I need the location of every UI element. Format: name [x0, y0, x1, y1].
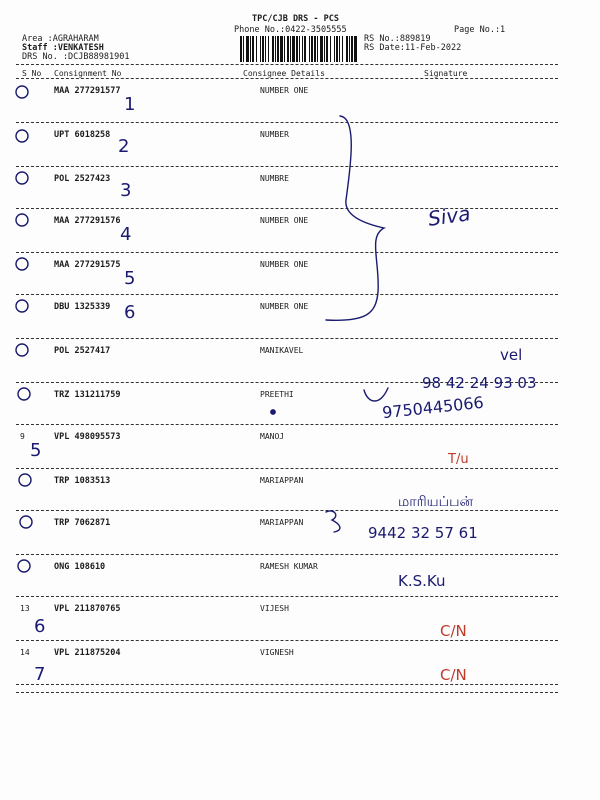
phone-number: Phone No.:0422-3505555	[234, 25, 347, 35]
handwritten-phone-1: 98 42 24 93 03	[422, 374, 537, 392]
col-sno: S No	[22, 69, 42, 78]
row-mark: 6	[124, 302, 136, 323]
circle-mark	[16, 172, 28, 184]
row-consignment: POL 2527423	[54, 174, 111, 184]
row-consignment: TRP 1083513	[54, 476, 111, 486]
row-consignee: MANOJ	[260, 432, 285, 441]
row-consignee: NUMBER ONE	[260, 216, 309, 225]
remark-tu: T/u	[448, 452, 469, 467]
circle-mark	[20, 516, 32, 528]
staff-label: Staff :VENKATESH	[22, 43, 104, 53]
signature-ks: K.S.Ku	[398, 572, 446, 590]
row-consignee: MANIKAVEL	[260, 346, 304, 355]
row-consignment: UPT 6018258	[54, 130, 111, 140]
circle-mark	[16, 344, 28, 356]
ink-dot	[271, 410, 275, 414]
document-title: TPC/CJB DRS - PCS	[252, 14, 339, 24]
handwritten-name-tamil: மாரியப்பன்	[398, 494, 474, 510]
col-consignment: Consignment No	[54, 69, 122, 78]
row-consignment: TRZ 131211759	[54, 390, 121, 400]
col-signature: Signature	[424, 69, 468, 78]
circle-mark	[19, 474, 31, 486]
row-mark: 2	[118, 136, 130, 157]
remark-cn: C/N	[440, 666, 467, 684]
area-label: Area :AGRAHARAM	[22, 34, 99, 44]
row-consignee: VIJESH	[260, 604, 289, 613]
row-consignment: MAA 277291576	[54, 216, 121, 226]
signature-vel: vel	[500, 346, 523, 364]
handwritten-phone-3: 9442 32 57 61	[368, 524, 478, 542]
signature-block-1: Siva	[426, 201, 472, 231]
row-mark: 3	[120, 180, 132, 201]
signature-stroke	[364, 388, 388, 401]
bracket-stroke	[326, 116, 384, 320]
row-consignee: PREETHI	[260, 390, 294, 399]
handwritten-phone-2: 9750445066	[381, 392, 485, 423]
drs-number: DRS No. :DCJB88981901	[22, 52, 130, 62]
row-consignment: POL 2527417	[54, 346, 111, 356]
circle-mark	[16, 86, 28, 98]
row-mark: 5	[124, 268, 136, 289]
row-mark: 7	[34, 664, 46, 685]
circle-mark	[18, 560, 30, 572]
row-consignee: NUMBER ONE	[260, 302, 309, 311]
circle-mark	[18, 388, 30, 400]
row-consignment: ONG 108610	[54, 562, 106, 572]
row-consignee: VIGNESH	[260, 648, 294, 657]
row-consignee: MARIAPPAN	[260, 518, 304, 527]
row-consignee: NUMBER ONE	[260, 86, 309, 95]
circle-mark	[16, 300, 28, 312]
row-mark: 6	[34, 616, 46, 637]
bracket-stroke	[326, 511, 340, 532]
rs-number: RS No.:889819	[364, 34, 431, 44]
row-consignment: MAA 277291577	[54, 86, 121, 96]
circle-mark	[16, 130, 28, 142]
row-consignment: DBU 1325339	[54, 302, 111, 312]
row-consignment: MAA 277291575	[54, 260, 121, 270]
row-sno: 9	[20, 432, 25, 441]
row-mark: 1	[124, 94, 136, 115]
row-consignee: MARIAPPAN	[260, 476, 304, 485]
row-mark: 5	[30, 440, 42, 461]
circle-mark	[16, 258, 28, 270]
row-consignee: RAMESH KUMAR	[260, 562, 318, 571]
row-sno: 14	[20, 648, 30, 657]
rs-date: RS Date:11-Feb-2022	[364, 43, 462, 53]
row-consignment: VPL 211870765	[54, 604, 121, 614]
row-consignment: TRP 7062871	[54, 518, 111, 528]
remark-cn: C/N	[440, 622, 467, 640]
row-consignment: VPL 211875204	[54, 648, 121, 658]
row-sno: 13	[20, 604, 30, 613]
row-consignee: NUMBER	[260, 130, 289, 139]
row-consignment: VPL 498095573	[54, 432, 121, 442]
row-consignee: NUMBER ONE	[260, 260, 309, 269]
circle-mark	[16, 214, 28, 226]
row-consignee: NUMBRE	[260, 174, 289, 183]
row-mark: 4	[120, 224, 132, 245]
page-number: Page No.:1	[454, 25, 506, 35]
col-consignee: Consignee Details	[243, 69, 325, 78]
